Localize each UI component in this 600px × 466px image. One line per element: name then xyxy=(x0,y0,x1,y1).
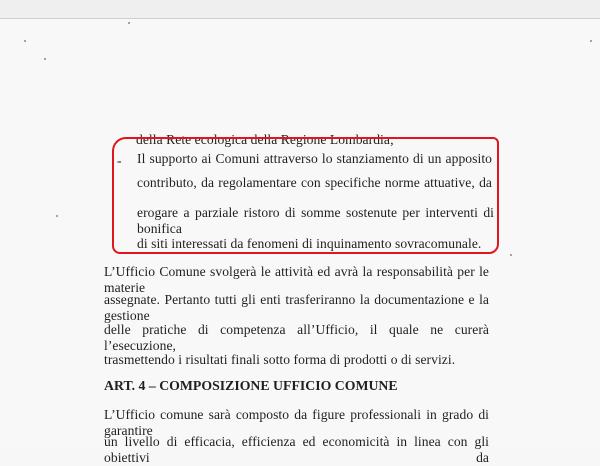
scan-speck xyxy=(510,254,512,256)
highlighted-text-line-4: di siti interessati da fenomeni di inquinamento sovracomunale. xyxy=(137,236,482,251)
article-4-heading: ART. 4 – COMPOSIZIONE UFFICIO COMUNE xyxy=(104,378,398,393)
page-top-rule xyxy=(0,18,600,19)
highlighted-text-line-3: erogare a parziale ristoro di somme sostenute per interventi di bonifica xyxy=(137,205,494,236)
paragraph-composizione-line-1: L’Ufficio comune sarà composto da figure professionali in grado di garantire xyxy=(104,407,489,438)
text-line-rete-ecologica: della Rete ecologica della Regione Lombardia; xyxy=(136,132,394,147)
page-top-edge xyxy=(0,0,600,18)
paragraph-ufficio-line-4: trasmettendo i risultati finali sotto forma di prodotti o di servizi. xyxy=(104,352,456,367)
paragraph-ufficio-line-3: delle pratiche di competenza all’Ufficio, il quale ne curerà l’esecuzione, xyxy=(104,322,489,353)
highlighted-text-line-1: Il supporto ai Comuni attraverso lo stanziamento di un apposito xyxy=(137,151,492,166)
scan-speck xyxy=(128,22,130,24)
scan-speck xyxy=(56,215,58,217)
highlighted-text-line-2: contributo, da regolamentare con specifiche norme attuative, da xyxy=(137,175,492,190)
scan-speck xyxy=(44,58,46,60)
paragraph-ufficio-line-2: assegnate. Pertanto tutti gli enti trasferiranno la documentazione e la gestione xyxy=(104,292,489,323)
scan-speck xyxy=(590,40,592,42)
scan-speck xyxy=(24,40,26,42)
paragraph-composizione-line-2: un livello di efficacia, efficienza ed economicità in linea con gli obiettivi da xyxy=(104,434,489,465)
red-highlight-annotation xyxy=(112,137,499,254)
list-dash: - xyxy=(117,153,122,168)
paragraph-ufficio-line-1: L’Ufficio Comune svolgerà le attività ed avrà la responsabilità per le materie xyxy=(104,264,489,295)
